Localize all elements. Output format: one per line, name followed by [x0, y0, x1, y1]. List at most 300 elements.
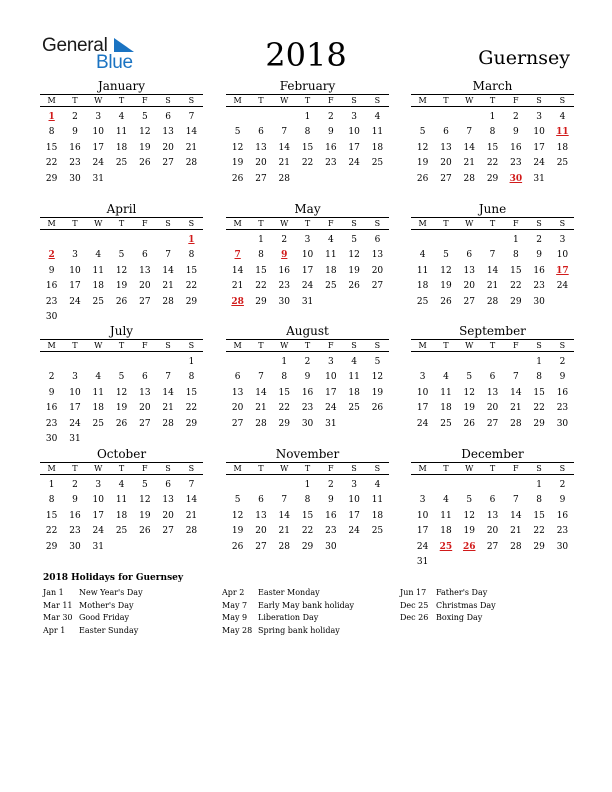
- day-cell: 10: [416, 387, 429, 398]
- day-cell: 5: [466, 495, 473, 506]
- weekday-header: [40, 217, 203, 230]
- holiday-date: Apr 1: [43, 625, 66, 635]
- weekday-label: T: [72, 464, 78, 473]
- weekday-label: T: [258, 96, 264, 105]
- empty-cell: [249, 478, 272, 493]
- day-cell: 5: [141, 480, 148, 490]
- day-cell: 14: [463, 142, 475, 153]
- day-cell: 31: [69, 433, 81, 444]
- day-cell: 3: [536, 112, 542, 122]
- holiday-name: Father's Day: [436, 588, 488, 597]
- weekday-header: [40, 462, 203, 475]
- weekday-label: M: [233, 219, 242, 228]
- empty-cell: [504, 355, 527, 370]
- weekday-label: F: [327, 96, 334, 105]
- day-cell: 14: [185, 495, 198, 506]
- weekday-label: S: [536, 341, 542, 350]
- empty-cell: [226, 233, 249, 248]
- day-cell: 22: [533, 526, 545, 537]
- day-cell: 15: [301, 142, 314, 153]
- day-cell: 25: [92, 418, 104, 429]
- day-grid: [226, 233, 389, 310]
- day-cell: 18: [325, 265, 337, 276]
- day-grid: [40, 355, 203, 447]
- holiday-day-cell: 7: [234, 250, 241, 261]
- day-cell: 12: [440, 265, 452, 276]
- weekday-label: S: [536, 96, 542, 105]
- weekday-label: F: [327, 464, 334, 473]
- day-cell: 21: [162, 403, 174, 414]
- day-cell: 8: [281, 372, 288, 383]
- day-cell: 21: [510, 526, 522, 537]
- day-cell: 18: [115, 142, 128, 153]
- month-name: March: [472, 79, 513, 93]
- month-name: December: [461, 447, 524, 461]
- month-calendar: [411, 202, 574, 310]
- day-cell: 29: [301, 541, 314, 552]
- holiday-name: Easter Monday: [258, 588, 320, 597]
- day-cell: 26: [348, 281, 360, 292]
- day-cell: 14: [162, 265, 174, 276]
- empty-cell: [481, 233, 504, 248]
- month-name: June: [478, 202, 507, 216]
- day-cell: 21: [278, 526, 290, 537]
- day-cell: 22: [301, 158, 314, 169]
- holiday-date: May 28: [222, 625, 253, 635]
- day-cell: 4: [118, 480, 125, 490]
- day-cell: 27: [255, 173, 267, 184]
- weekday-label: S: [351, 96, 357, 105]
- day-cell: 10: [533, 127, 545, 138]
- calendar-year: 2018: [265, 36, 347, 74]
- day-cell: 5: [118, 250, 125, 261]
- holiday-day-cell: 2: [48, 250, 55, 261]
- weekday-label: W: [465, 96, 474, 105]
- day-cell: 10: [556, 250, 569, 261]
- weekday-header: [226, 94, 389, 107]
- month-name: February: [279, 79, 336, 93]
- day-cell: 4: [443, 372, 449, 383]
- weekday-label: S: [165, 219, 171, 228]
- weekday-label: S: [188, 96, 195, 105]
- day-cell: 23: [325, 526, 337, 537]
- day-cell: 29: [510, 296, 522, 307]
- day-cell: 27: [486, 541, 499, 552]
- weekday-label: S: [559, 96, 566, 105]
- holiday-row: [222, 600, 354, 613]
- day-cell: 9: [72, 495, 78, 506]
- day-cell: 30: [69, 541, 81, 552]
- empty-cell: [481, 355, 504, 370]
- day-cell: 3: [304, 235, 311, 245]
- day-cell: 15: [301, 510, 314, 521]
- day-cell: 17: [348, 142, 360, 153]
- day-cell: 3: [419, 372, 426, 383]
- weekday-label: S: [188, 464, 195, 473]
- day-cell: 22: [45, 526, 58, 537]
- weekday-label: T: [443, 341, 449, 350]
- day-cell: 19: [463, 403, 475, 414]
- day-cell: 27: [255, 541, 267, 552]
- day-cell: 25: [371, 526, 384, 537]
- day-cell: 31: [533, 173, 545, 184]
- day-cell: 26: [231, 173, 244, 184]
- holiday-name: Boxing Day: [436, 613, 483, 623]
- empty-cell: [411, 233, 434, 248]
- holiday-column: [400, 587, 496, 625]
- day-cell: 3: [351, 112, 357, 122]
- day-cell: 13: [162, 127, 174, 138]
- day-cell: 4: [559, 112, 566, 122]
- day-cell: 27: [371, 281, 384, 292]
- weekday-label: S: [536, 464, 542, 473]
- weekday-label: F: [327, 219, 334, 228]
- day-cell: 9: [512, 127, 519, 138]
- weekday-label: T: [258, 219, 264, 228]
- day-cell: 24: [69, 418, 81, 429]
- weekday-label: T: [304, 464, 311, 473]
- weekday-label: M: [47, 96, 56, 105]
- day-cell: 3: [419, 495, 426, 506]
- weekday-label: T: [118, 96, 125, 105]
- day-cell: 10: [416, 510, 429, 521]
- day-cell: 9: [304, 372, 311, 383]
- day-cell: 26: [231, 541, 244, 552]
- day-cell: 30: [325, 541, 337, 552]
- day-cell: 7: [188, 480, 195, 490]
- day-cell: 8: [512, 250, 519, 261]
- day-cell: 17: [301, 265, 314, 276]
- holiday-date: May 7: [222, 600, 248, 610]
- day-cell: 30: [556, 418, 569, 429]
- weekday-label: F: [512, 341, 519, 350]
- weekday-label: M: [233, 341, 242, 350]
- weekday-label: S: [374, 464, 381, 473]
- day-cell: 19: [440, 281, 452, 292]
- brand-name-line2: Blue: [96, 52, 133, 73]
- day-cell: 31: [92, 541, 104, 552]
- day-cell: 24: [556, 281, 569, 292]
- day-cell: 27: [139, 418, 151, 429]
- day-cell: 23: [556, 403, 569, 414]
- day-cell: 16: [69, 510, 81, 521]
- day-cell: 24: [92, 526, 104, 537]
- day-cell: 18: [92, 403, 104, 414]
- empty-cell: [434, 110, 457, 125]
- weekday-label: W: [280, 219, 289, 228]
- weekday-header: [226, 462, 389, 475]
- day-cell: 4: [374, 112, 381, 122]
- weekday-label: T: [304, 96, 311, 105]
- day-cell: 13: [139, 387, 151, 398]
- weekday-label: M: [418, 219, 427, 228]
- weekday-label: M: [47, 219, 56, 228]
- day-cell: 22: [278, 403, 290, 414]
- day-cell: 27: [139, 296, 151, 307]
- weekday-label: T: [443, 96, 449, 105]
- day-cell: 19: [139, 142, 151, 153]
- weekday-label: T: [304, 341, 311, 350]
- day-cell: 22: [510, 281, 522, 292]
- day-cell: 22: [486, 158, 499, 169]
- day-cell: 22: [45, 158, 58, 169]
- day-cell: 21: [162, 281, 174, 292]
- empty-cell: [249, 110, 272, 125]
- day-cell: 1: [188, 357, 195, 367]
- holiday-row: [43, 600, 143, 613]
- day-cell: 16: [533, 265, 545, 276]
- holiday-column: [43, 587, 143, 637]
- day-cell: 23: [69, 526, 81, 537]
- day-cell: 3: [72, 372, 78, 383]
- weekday-label: T: [258, 464, 264, 473]
- day-cell: 2: [559, 480, 566, 490]
- month-calendar: [226, 447, 389, 555]
- empty-cell: [273, 110, 296, 125]
- day-cell: 1: [536, 480, 542, 490]
- holiday-day-cell: 25: [439, 541, 453, 552]
- empty-cell: [226, 110, 249, 125]
- day-cell: 3: [559, 235, 566, 245]
- day-cell: 28: [510, 541, 522, 552]
- day-grid: [226, 110, 389, 187]
- month-calendar: [226, 79, 389, 187]
- day-cell: 25: [115, 526, 128, 537]
- day-cell: 22: [301, 526, 314, 537]
- day-cell: 7: [165, 250, 171, 261]
- holiday-name: Easter Sunday: [79, 625, 139, 635]
- day-cell: 9: [48, 265, 55, 276]
- day-cell: 7: [165, 372, 171, 383]
- day-cell: 15: [533, 510, 545, 521]
- day-cell: 8: [188, 372, 195, 383]
- day-cell: 18: [416, 281, 429, 292]
- empty-cell: [458, 233, 481, 248]
- day-cell: 14: [231, 265, 244, 276]
- day-cell: 24: [348, 158, 360, 169]
- weekday-label: T: [443, 464, 449, 473]
- day-cell: 6: [489, 495, 496, 506]
- day-cell: 8: [536, 495, 542, 506]
- weekday-header: [411, 217, 574, 230]
- empty-cell: [133, 355, 156, 370]
- day-cell: 25: [348, 403, 360, 414]
- day-cell: 15: [278, 387, 290, 398]
- day-cell: 27: [162, 158, 174, 169]
- weekday-label: S: [351, 341, 357, 350]
- day-cell: 9: [559, 372, 566, 383]
- empty-cell: [63, 355, 86, 370]
- empty-cell: [249, 355, 272, 370]
- weekday-label: W: [280, 464, 289, 473]
- weekday-label: T: [118, 219, 125, 228]
- day-cell: 19: [416, 158, 429, 169]
- day-cell: 29: [533, 541, 545, 552]
- day-cell: 8: [304, 495, 311, 506]
- weekday-label: S: [165, 96, 171, 105]
- day-cell: 30: [69, 173, 81, 184]
- weekday-label: T: [118, 341, 125, 350]
- month-calendar: [226, 324, 389, 432]
- day-cell: 2: [512, 112, 519, 122]
- weekday-label: S: [351, 464, 357, 473]
- empty-cell: [110, 233, 133, 248]
- empty-cell: [504, 478, 527, 493]
- day-cell: 17: [416, 403, 429, 414]
- day-cell: 23: [301, 403, 314, 414]
- day-cell: 18: [440, 526, 452, 537]
- day-grid: [411, 110, 574, 187]
- weekday-label: F: [512, 96, 519, 105]
- day-cell: 10: [325, 372, 337, 383]
- weekday-label: W: [94, 341, 103, 350]
- day-cell: 21: [486, 281, 499, 292]
- day-cell: 25: [115, 158, 128, 169]
- day-cell: 16: [45, 403, 58, 414]
- holiday-date: Dec 25: [400, 600, 429, 610]
- weekday-label: W: [94, 219, 103, 228]
- day-cell: 26: [463, 418, 475, 429]
- day-cell: 13: [255, 142, 267, 153]
- day-cell: 7: [512, 495, 519, 506]
- holiday-day-cell: 1: [48, 112, 55, 122]
- day-cell: 4: [95, 250, 102, 261]
- weekday-label: W: [465, 341, 474, 350]
- holiday-date: Jun 17: [400, 588, 427, 597]
- day-cell: 20: [440, 158, 452, 169]
- empty-cell: [411, 355, 434, 370]
- day-cell: 21: [510, 403, 522, 414]
- day-cell: 23: [45, 296, 58, 307]
- day-cell: 24: [301, 281, 314, 292]
- day-cell: 13: [463, 265, 475, 276]
- weekday-label: T: [443, 219, 449, 228]
- weekday-label: F: [327, 341, 334, 350]
- day-cell: 28: [162, 418, 174, 429]
- day-cell: 19: [371, 387, 384, 398]
- day-cell: 22: [185, 403, 198, 414]
- day-cell: 7: [188, 112, 195, 122]
- day-cell: 25: [416, 296, 429, 307]
- day-cell: 5: [234, 495, 241, 506]
- day-cell: 20: [139, 281, 151, 292]
- day-cell: 14: [510, 510, 522, 521]
- day-cell: 8: [188, 250, 195, 261]
- holiday-day-cell: 28: [231, 296, 244, 307]
- day-cell: 30: [533, 296, 545, 307]
- day-cell: 23: [69, 158, 81, 169]
- empty-cell: [481, 478, 504, 493]
- holiday-name: New Year's Day: [79, 588, 143, 597]
- day-cell: 18: [556, 142, 569, 153]
- holiday-day-cell: 17: [556, 265, 569, 276]
- day-cell: 14: [486, 265, 499, 276]
- day-cell: 12: [231, 510, 244, 521]
- day-cell: 12: [231, 142, 244, 153]
- day-cell: 3: [351, 480, 357, 490]
- day-cell: 5: [419, 127, 426, 138]
- day-cell: 24: [325, 403, 337, 414]
- day-cell: 21: [463, 158, 475, 169]
- weekday-label: F: [512, 464, 519, 473]
- day-cell: 15: [255, 265, 267, 276]
- day-cell: 8: [48, 127, 55, 138]
- holiday-day-cell: 26: [462, 541, 476, 552]
- weekday-label: W: [94, 464, 103, 473]
- day-cell: 10: [348, 127, 360, 138]
- day-cell: 30: [45, 433, 58, 444]
- day-cell: 11: [92, 387, 104, 398]
- day-cell: 16: [301, 387, 314, 398]
- day-cell: 6: [141, 372, 148, 383]
- weekday-label: T: [489, 341, 496, 350]
- holiday-day-cell: 9: [281, 250, 288, 261]
- day-cell: 26: [440, 296, 452, 307]
- day-cell: 6: [374, 235, 381, 245]
- day-cell: 10: [348, 495, 360, 506]
- day-cell: 6: [466, 250, 473, 261]
- day-cell: 26: [115, 296, 128, 307]
- month-calendar: [411, 79, 574, 187]
- day-cell: 18: [371, 142, 384, 153]
- day-cell: 1: [304, 112, 311, 122]
- day-cell: 24: [416, 541, 429, 552]
- day-cell: 13: [371, 250, 384, 261]
- day-cell: 6: [165, 480, 171, 490]
- empty-cell: [411, 478, 434, 493]
- month-calendar: [411, 324, 574, 432]
- day-cell: 5: [374, 357, 381, 367]
- day-cell: 13: [162, 495, 174, 506]
- day-cell: 26: [115, 418, 128, 429]
- month-name: August: [286, 324, 329, 338]
- weekday-header: [411, 462, 574, 475]
- holiday-name: Christmas Day: [436, 600, 496, 610]
- weekday-label: T: [489, 464, 496, 473]
- day-grid: [411, 355, 574, 432]
- weekday-label: M: [47, 464, 56, 473]
- day-cell: 2: [536, 235, 542, 245]
- day-cell: 11: [115, 495, 128, 506]
- day-cell: 6: [489, 372, 496, 383]
- day-cell: 14: [510, 387, 522, 398]
- day-cell: 8: [536, 372, 542, 383]
- day-cell: 12: [348, 250, 360, 261]
- empty-cell: [63, 233, 86, 248]
- weekday-label: W: [465, 219, 474, 228]
- day-cell: 31: [301, 296, 314, 307]
- holiday-row: [43, 625, 143, 638]
- holiday-row: [43, 612, 143, 625]
- weekday-label: M: [418, 96, 427, 105]
- day-cell: 18: [440, 403, 452, 414]
- weekday-label: T: [489, 96, 496, 105]
- day-cell: 24: [69, 296, 81, 307]
- day-cell: 4: [443, 495, 449, 506]
- day-cell: 15: [533, 387, 545, 398]
- weekday-label: T: [304, 219, 311, 228]
- day-cell: 19: [231, 526, 244, 537]
- day-cell: 19: [139, 510, 151, 521]
- weekday-label: S: [559, 219, 566, 228]
- day-cell: 5: [443, 250, 449, 261]
- weekday-label: M: [233, 96, 242, 105]
- weekday-label: S: [536, 219, 542, 228]
- day-cell: 18: [92, 281, 104, 292]
- weekday-label: S: [374, 219, 381, 228]
- day-cell: 2: [304, 357, 311, 367]
- month-name: November: [275, 447, 340, 461]
